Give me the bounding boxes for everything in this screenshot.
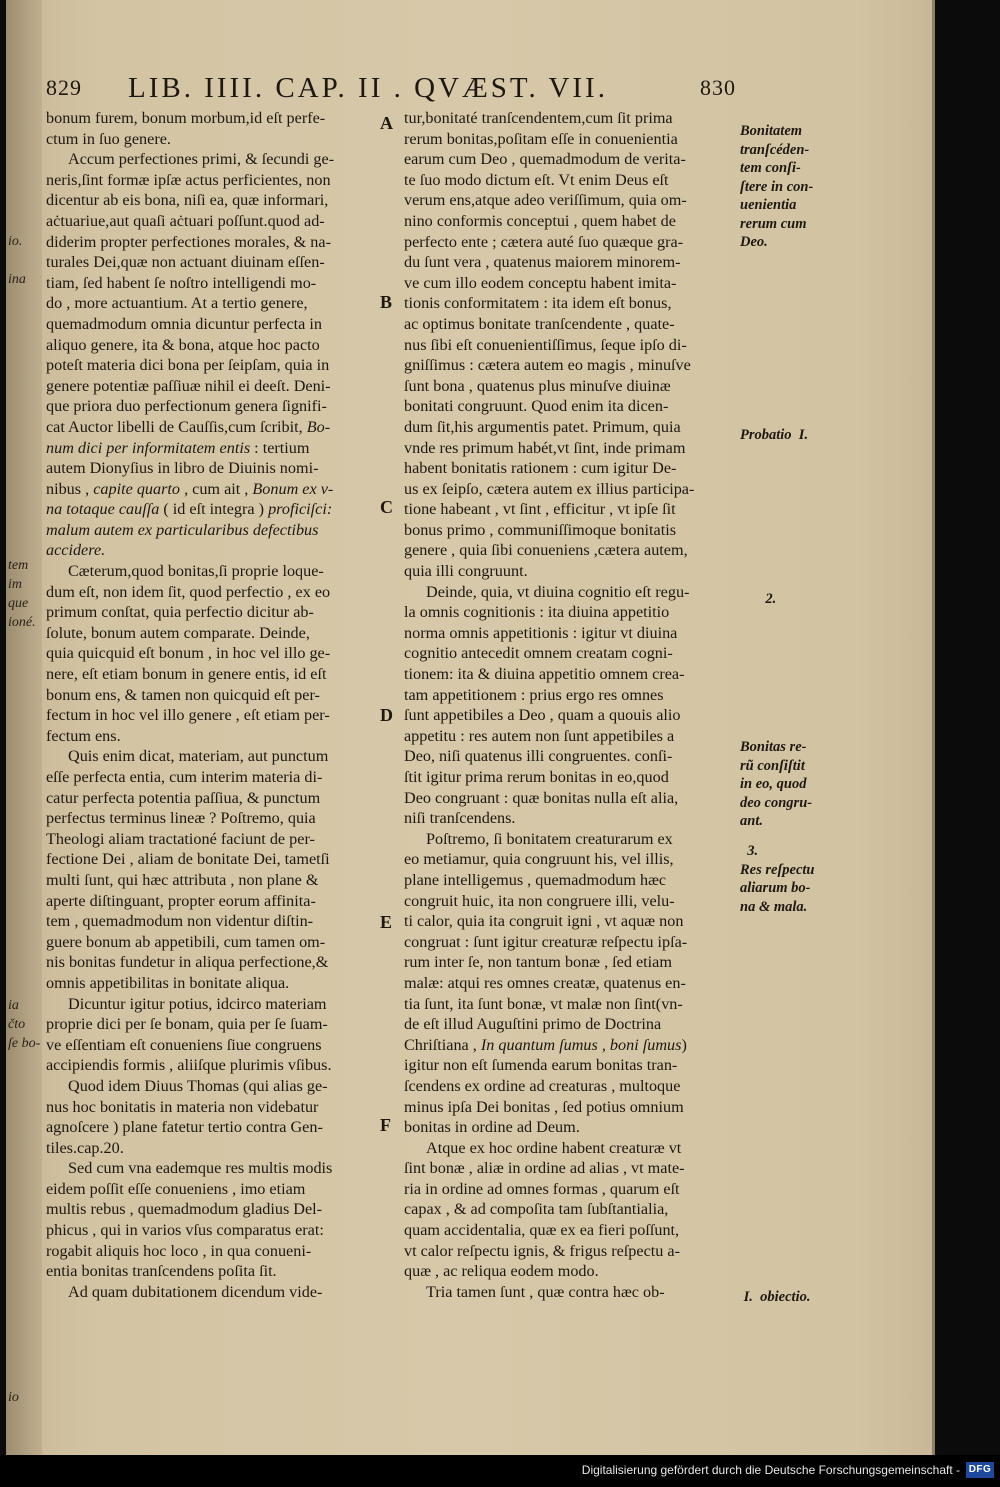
right-column-line: Atque ex hoc ordine habent creaturæ vt: [426, 1138, 682, 1157]
right-column-line: ve cum illo eodem conceptu habent imita-: [404, 273, 677, 292]
right-column-line: de eſt illud Auguſtini primo de Doctrina: [404, 1015, 662, 1034]
section-letter-f: F: [380, 1115, 391, 1135]
left-column-line: multis rebus , quemadmodum gladius Del-: [46, 1200, 323, 1219]
right-column-line: capax , & ad compoſita tam ſubſtantialia,: [404, 1200, 669, 1219]
left-column-line: do , more actuantium. At a tertio genere,: [46, 294, 308, 313]
right-column-line: bonus primo , communiſſimoque bonitatis: [404, 520, 677, 539]
left-column-line: neris,ſint formæ ipſæ actus perficientes, non: [46, 170, 331, 189]
left-column-line: fectum ens.: [46, 726, 121, 745]
left-column-line: omnis appetibilitas in bonitate aliqua.: [46, 973, 290, 992]
margin-note: I. obiectio.: [740, 1289, 811, 1305]
margin-note: 2.: [740, 591, 777, 607]
right-column-line: te ſuo modo dictum eſt. Vt enim Deus eſt: [404, 170, 669, 189]
left-column-line: agnoſcere ) plane fatetur tertio contra Gen-: [46, 1118, 323, 1137]
right-column-line: plane intelligemus , quemadmodum hæc: [404, 870, 667, 889]
right-column-line: Deo, niſi quatenus illi congruentes. conſi-: [404, 747, 673, 766]
right-column-line: vt calor reſpectu ignis, & frigus reſpectu a-: [404, 1241, 680, 1260]
left-column-line: Theologi aliam tractationé faciunt de per-: [46, 829, 315, 848]
left-column-line: nus hoc bonitatis in materia non videbatur: [46, 1097, 319, 1116]
left-column-line: ſolute, bonum autem comparate. Deinde,: [46, 623, 310, 642]
section-letter-b: B: [380, 292, 393, 312]
right-column-line: tur,bonitaté tranſcendentem,cum ſit prima: [404, 109, 673, 127]
left-column-line: eidem poſſit eſſe conueniens , imo etiam: [46, 1179, 306, 1198]
left-column-line: na totaque cauſſa ( id eſt integra ) proficiſci:: [46, 500, 333, 519]
left-column-line: eſſe perfecta entia, cum interim materia di-: [46, 768, 323, 786]
right-column-line: perfecto ente ; cætera auté ſuo quæque gra-: [404, 232, 684, 251]
left-column-line: Quod idem Diuus Thomas (qui alias ge-: [68, 1076, 328, 1095]
left-column-line: quia quicquid eſt bonum , in hoc vel illo ge-: [46, 644, 331, 663]
right-column-line: ria in ordine ad omnes formas , quarum eſt: [404, 1179, 680, 1198]
funding-credit: Digitalisierung gefördert durch die Deutsche Forschungsgemeinschaft -: [581, 1463, 960, 1477]
right-column-line: Chriſtiana , In quantum ſumus , boni ſumus): [404, 1035, 687, 1054]
right-column-line: us ex ſeipſo, cætera autem ex illius participa-: [404, 479, 695, 498]
previous-page-note: io: [8, 1390, 19, 1405]
right-column-line: quæ , ac reliqua eodem modo.: [404, 1262, 599, 1281]
left-column-line: Quis enim dicat, materiam, aut punctum: [68, 747, 329, 766]
right-column-line: ti calor, quia ita congruit igni , vt aquæ non: [404, 912, 684, 931]
section-letter-c: C: [380, 497, 393, 517]
left-column-line: malum autem ex particularibus defectibus: [46, 520, 319, 539]
right-column-line: Tria tamen ſunt , quæ contra hæc ob-: [426, 1282, 665, 1301]
running-header: [46, 72, 736, 108]
right-column-line: nino conformis conceptui , quem habet de: [404, 211, 676, 230]
right-column-line: ſtit igitur prima rerum bonitas in eo,quod: [404, 768, 669, 786]
left-column-line: rogabit aliquis hoc loco , in qua conueni-: [46, 1241, 312, 1260]
left-column-line: tiam, ſed habent ſe noſtro intelligendi mo-: [46, 273, 317, 292]
right-column-line: quia illi congruunt.: [404, 562, 528, 581]
right-column-line: ſunt appetibiles a Deo , quam a quouis alio: [404, 706, 681, 725]
right-column-line: Poſtremo, ſi bonitatem creaturarum ex: [426, 829, 673, 848]
left-column-line: accipiendis formis , aliiſque plurimis vſibus.: [46, 1056, 332, 1075]
right-column-line: tionem: ita & diuina appetitio omnem crea-: [404, 665, 685, 684]
left-column-line: primum conſtat, quia perfectio dicitur ab-: [46, 603, 314, 622]
right-column-line: norma omnis appetitionis : igitur vt diuina: [404, 623, 678, 642]
left-page-number: 829: [46, 75, 82, 100]
right-text-column: [404, 108, 736, 1302]
left-column-line: bonum furem, bonum morbum,id eſt perfe-: [46, 109, 326, 127]
left-text-column: [46, 108, 376, 1302]
left-column-line: Ad quam dubitationem dicendum vide-: [68, 1282, 323, 1301]
right-column-line: rum inter ſe, non tantum bonæ , ſed etiam: [404, 953, 672, 972]
left-column-line: quemadmodum omnia dicuntur perfecta in: [46, 314, 323, 333]
left-column-line: tiles.cap.20.: [46, 1138, 124, 1157]
left-column-line: aliquo genere, ita & bona, atque hoc pacto: [46, 335, 320, 354]
right-column-line: bonitas in ordine ad Deum.: [404, 1118, 580, 1137]
left-column-line: genere potentiæ paſſiuæ nihil ei deeſt. Deni-: [46, 376, 331, 395]
left-column-line: Sed cum vna eademque res multis modis: [68, 1159, 333, 1178]
right-column-line: verum ens,atque adeo veriſſimum, quia om-: [404, 191, 687, 210]
left-column-line: entia bonitas tranſcendens poſita ſit.: [46, 1262, 277, 1281]
left-column-line: num dici per informitatem entis : tertium: [46, 438, 310, 457]
right-column-line: rerum bonitas,poſitam eſſe in conuenientia: [404, 129, 678, 148]
right-column-line: habent bonitatis rationem : cum igitur De-: [404, 459, 677, 478]
right-column-line: earum cum Deo , quemadmodum de verita-: [404, 150, 686, 169]
right-column-line: niſi tranſcendens.: [404, 809, 516, 828]
left-column-line: dum eſt, non idem ſit, quod perfectio , ex eo: [46, 582, 331, 601]
left-column-line: accidere.: [46, 541, 106, 560]
right-column-line: congruat : ſunt igitur creaturæ reſpectu ipſa-: [404, 932, 688, 951]
right-column-line: tam appetitionem : prius ergo res omnes: [404, 685, 664, 704]
right-page-number: 830: [700, 75, 736, 100]
left-column-line: tem , quemadmodum non videntur diſtin-: [46, 912, 314, 931]
left-column-line: ve eſſentiam eſt conueniens ſiue congruens: [46, 1035, 322, 1054]
left-column-line: catur perfecta potentia paſſiua, & punctum: [46, 788, 321, 807]
left-column-line: poteſt materia dici bona per ſeipſam, quia in: [46, 356, 330, 375]
book-page: [6, 0, 935, 1455]
left-column-line: multi ſunt, qui hæc attributa , non plane &: [46, 870, 319, 889]
right-column-line: ac optimus bonitate tranſcendente , quate-: [404, 314, 675, 333]
left-column-line: bonum ens, & tamen non quicquid eſt per-: [46, 685, 320, 704]
left-column-line: guere bonum ab appetibili, cum tamen om-: [46, 932, 326, 951]
left-column-line: que priora duo perfectionum genera ſignifi-: [46, 397, 327, 416]
margin-note: Bonitas re- rũ conſiſtit in eo, quod deo congru- ant.: [740, 739, 813, 829]
right-column-line: ſunt bona , quatenus plus minuſve diuinæ: [404, 376, 671, 395]
previous-page-note: io. ina: [8, 234, 26, 287]
right-column-line: eo metiamur, quia congruunt his, vel illis,: [404, 850, 674, 869]
previous-page-edge: [6, 0, 42, 1455]
left-column-line: phicus , qui in varios vſus comparatus erat:: [46, 1221, 324, 1240]
right-column-line: vnde res primum habét,vt ſint, inde primam: [404, 438, 686, 457]
section-letter-a: A: [380, 113, 393, 133]
left-column-line: ctum in ſuo genere.: [46, 129, 171, 148]
dfg-logo-icon: DFG: [966, 1462, 994, 1478]
right-column-line: ſcendens ex ordine ad creaturas , multoque: [404, 1076, 681, 1095]
left-column-line: Cæterum,quod bonitas,ſi proprie loque-: [68, 562, 324, 581]
right-column-line: bonitati congruunt. Quod enim ita dicen-: [404, 397, 669, 416]
left-column-line: Accum perfectiones primi, & ſecundi ge-: [68, 150, 335, 169]
previous-page-note: ia čto ſe bo-: [8, 998, 41, 1051]
right-column-line: cognitio antecedit omnem creatam cogni-: [404, 644, 673, 663]
margin-note: Bonitatem tranſcéden- tem conſi- ſtere in con- uenientia rerum cum Deo.: [740, 123, 814, 250]
right-column-line: malæ: atqui res omnes creatæ, quatenus en-: [404, 973, 686, 992]
left-column-line: perfectus terminus lineæ ? Poſtremo, quia: [46, 809, 316, 828]
left-column-line: fectum in hoc vel illo genere , eſt etiam per-: [46, 706, 330, 725]
left-column-line: nibus , capite quarto , cum ait , Bonum ex v-: [46, 479, 334, 498]
section-letter-e: E: [380, 912, 393, 932]
left-column-line: fectione Dei , aliam de bonitate Dei, tametſi: [46, 850, 330, 869]
right-column-line: Deo congruant : quæ bonitas nulla eſt alia,: [404, 788, 679, 807]
left-column-line: nere, eſt etiam bonum in genere entis, id eſt: [46, 665, 327, 684]
right-column-line: quam accidentalia, quæ ex ea fieri poſſunt,: [404, 1221, 680, 1240]
right-column-line: nus ſibi eſt conuenientiſſimus, ſeque ipſo di-: [404, 335, 687, 354]
left-column-line: nis bonitas fundetur in aliqua perfectione,&: [46, 953, 329, 972]
right-column-line: igitur non eſt ſumenda earum bonitas tran-: [404, 1056, 678, 1075]
right-column-line: appetitu : res autem non ſunt appetibiles a: [404, 726, 675, 745]
left-column-line: cat Auctor libelli de Cauſſis,cum ſcribit, Bo-: [46, 417, 331, 436]
right-column-line: la omnis cognitionis : ita diuina appetitio: [404, 603, 670, 622]
footer-bar: [0, 1455, 1000, 1487]
right-column-line: du ſunt vera , quatenus maiorem minorem-: [404, 253, 681, 272]
running-title: LIB. IIII. CAP. II . QVÆST. VII.: [128, 72, 608, 104]
margin-note: 3. Res reſpectu aliarum bo- na & mala.: [740, 843, 815, 915]
right-column-line: minus ipſa Dei bonitas , ſed potius omnium: [404, 1097, 684, 1116]
left-column-line: proprie dici per ſe bonam, quia per ſe ſuam-: [46, 1015, 328, 1034]
right-column-line: genere , quia ſibi conueniens ,cætera autem,: [404, 541, 688, 560]
left-column-line: diderim propter perfectiones morales, & na-: [46, 232, 331, 251]
left-column-line: turales Dei,quæ non actuant diuinam eſſen-: [46, 253, 325, 272]
section-letter-d: D: [380, 705, 393, 725]
left-column-line: dicentur ab eis bona, niſi ea, quæ informari,: [46, 191, 329, 210]
left-column-line: autem Dionyſius in libro de Diuinis nomi-: [46, 459, 319, 478]
left-column-line: aċtuariue,aut quaſi aċtuari poſſunt.quod ad-: [46, 211, 325, 230]
right-column-line: tione habeant , vt ſint , efficitur , vt ipſe ſit: [404, 500, 676, 519]
right-column-line: dum ſit,his argumentis patet. Primum, quia: [404, 417, 681, 436]
right-column-line: ſint bonæ , aliæ in ordine ad alias , vt mate-: [404, 1159, 685, 1178]
right-column-line: gniſſimus : cætera autem eo magis , minuſve: [404, 356, 691, 375]
margin-note: Probatio I.: [740, 427, 809, 443]
left-column-line: Dicuntur igitur potius, idcirco materiam: [68, 994, 327, 1013]
left-column-line: aperte diſtinguant, propter eorum affinita-: [46, 891, 316, 910]
previous-page-note: tem im que ioné.: [8, 558, 36, 630]
right-column-line: tia ſunt, ita ſunt bonæ, vt malæ non ſint(vn-: [404, 994, 683, 1013]
right-column-line: Deinde, quia, vt diuina cognitio eſt regu-: [426, 582, 690, 601]
right-column-line: tionis conformitatem : ita idem eſt bonus,: [404, 294, 672, 313]
right-column-line: congruit huic, ita non congruere illi, velu-: [404, 891, 675, 910]
